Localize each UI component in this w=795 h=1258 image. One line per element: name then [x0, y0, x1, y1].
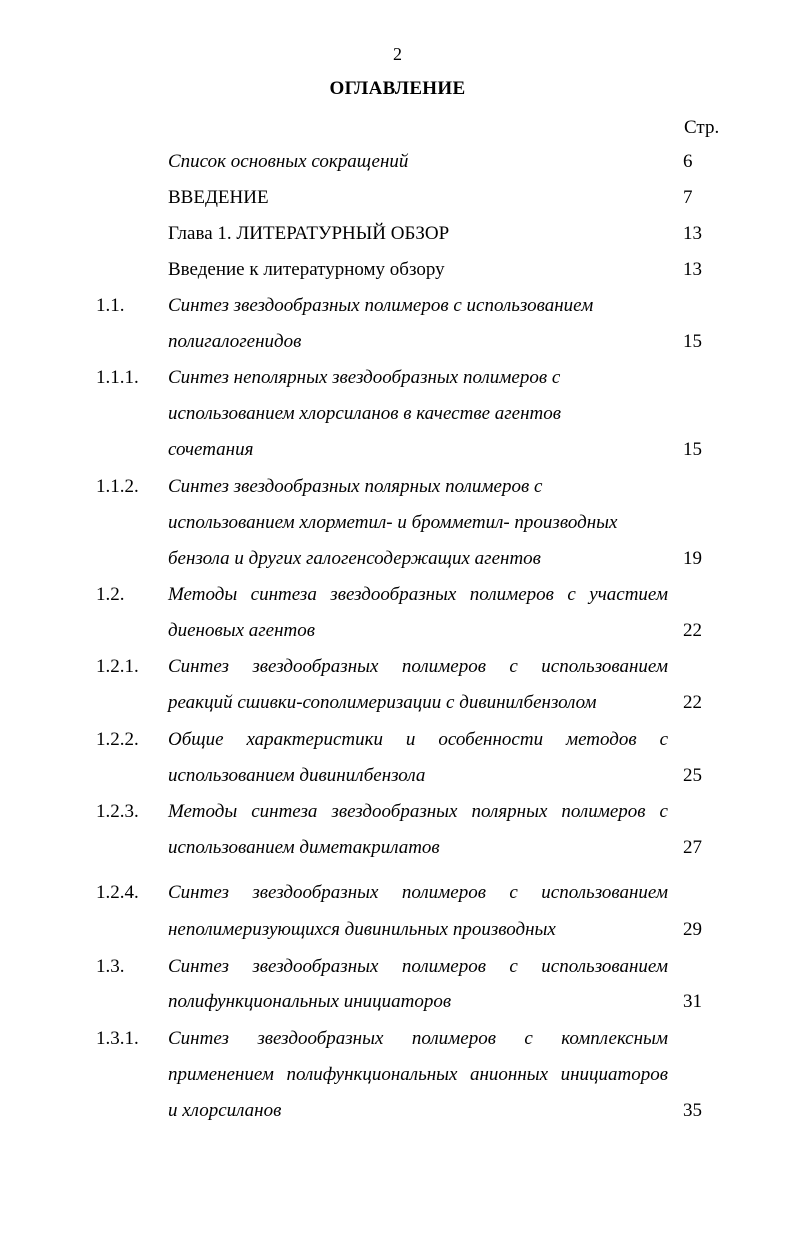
toc-page-abbreviations: 6: [683, 151, 693, 172]
toc-entry-1-1-2-cont[interactable]: бензола и других галогенсодержащих агентов: [168, 548, 541, 569]
toc-entry-1-2-2[interactable]: Общие характеристики и особенности методов с: [168, 729, 668, 750]
toc-entry-1-3-1-cont[interactable]: применением полифункциональных анионных инициаторов: [168, 1064, 668, 1085]
toc-entry-1-1-2[interactable]: Синтез звездообразных полярных полимеров с: [168, 476, 543, 497]
toc-entry-1-1-1-cont[interactable]: сочетания: [168, 439, 254, 460]
toc-entry-1-3-1[interactable]: Синтез звездообразных полимеров с комплексным: [168, 1028, 668, 1049]
toc-entry-1-2-2-cont[interactable]: использованием дивинилбензола: [168, 765, 426, 786]
toc-entry-1-3-1-cont[interactable]: и хлорсиланов: [168, 1100, 282, 1121]
toc-entry-1-1[interactable]: Синтез звездообразных полимеров с использованием: [168, 295, 594, 316]
toc-entry-1-2-cont[interactable]: диеновых агентов: [168, 620, 316, 641]
toc-section-number: 1.2.1.: [96, 656, 139, 677]
toc-page-review-intro: 13: [683, 259, 702, 280]
toc-entry-1-2-4-cont[interactable]: неполимеризующихся дивинильных производных: [168, 919, 556, 940]
toc-page-1-3-1: 35: [683, 1100, 702, 1121]
toc-page-1-1-2: 19: [683, 548, 702, 569]
toc-entry-1-2-4[interactable]: Синтез звездообразных полимеров с использованием: [168, 882, 668, 903]
page-column-header: Стр.: [684, 117, 720, 138]
toc-entry-1-1-2-cont[interactable]: использованием хлорметил- и бромметил- производных: [168, 512, 618, 533]
toc-entry-1-3[interactable]: Синтез звездообразных полимеров с использованием: [168, 956, 668, 977]
toc-page-1-2-3: 27: [683, 837, 702, 858]
toc-page-1-1: 15: [683, 331, 702, 352]
toc-entry-abbreviations[interactable]: Список основных сокращений: [168, 151, 409, 172]
toc-section-number: 1.1.2.: [96, 476, 139, 497]
toc-section-number: 1.2.3.: [96, 801, 139, 822]
toc-section-number: 1.2.: [96, 584, 125, 605]
toc-entry-1-2-3[interactable]: Методы синтеза звездообразных полярных полимеров с: [168, 801, 668, 822]
page-number: 2: [393, 44, 402, 64]
toc-section-number: 1.3.1.: [96, 1028, 139, 1049]
toc-page-1-2-1: 22: [683, 692, 702, 713]
toc-page-1-2-4: 29: [683, 919, 702, 940]
toc-section-number: 1.1.1.: [96, 367, 139, 388]
toc-entry-1-1-1-cont[interactable]: использованием хлорсиланов в качестве агентов: [168, 403, 561, 424]
toc-section-number: 1.3.: [96, 956, 125, 977]
toc-page-1-3: 31: [683, 991, 702, 1012]
toc-entry-1-2-3-cont[interactable]: использованием диметакрилатов: [168, 837, 440, 858]
toc-entry-chapter-1[interactable]: Глава 1. ЛИТЕРАТУРНЫЙ ОБЗОР: [168, 223, 450, 244]
toc-entry-1-2[interactable]: Методы синтеза звездообразных полимеров с участием: [168, 584, 668, 605]
toc-page-introduction: 7: [683, 187, 693, 208]
toc-page-1-2-2: 25: [683, 765, 702, 786]
toc-section-number: 1.2.2.: [96, 729, 139, 750]
toc-section-number: 1.2.4.: [96, 882, 139, 903]
toc-entry-1-3-cont[interactable]: полифункциональных инициаторов: [168, 991, 452, 1012]
toc-entry-1-1-cont[interactable]: полигалогенидов: [168, 331, 302, 352]
toc-page-1-1-1: 15: [683, 439, 702, 460]
toc-page-chapter-1: 13: [683, 223, 702, 244]
toc-entry-1-2-1-cont[interactable]: реакций сшивки-сополимеризации с дивинилбензолом: [168, 692, 597, 713]
toc-section-number: 1.1.: [96, 295, 125, 316]
toc-entry-review-intro[interactable]: Введение к литературному обзору: [168, 259, 445, 280]
page-title: ОГЛАВЛЕНИЕ: [329, 78, 466, 99]
toc-entry-1-1-1[interactable]: Синтез неполярных звездообразных полимеров с: [168, 367, 561, 388]
toc-entry-1-2-1[interactable]: Синтез звездообразных полимеров с использованием: [168, 656, 668, 677]
toc-page-1-2: 22: [683, 620, 702, 641]
toc-entry-introduction[interactable]: ВВЕДЕНИЕ: [168, 187, 269, 208]
